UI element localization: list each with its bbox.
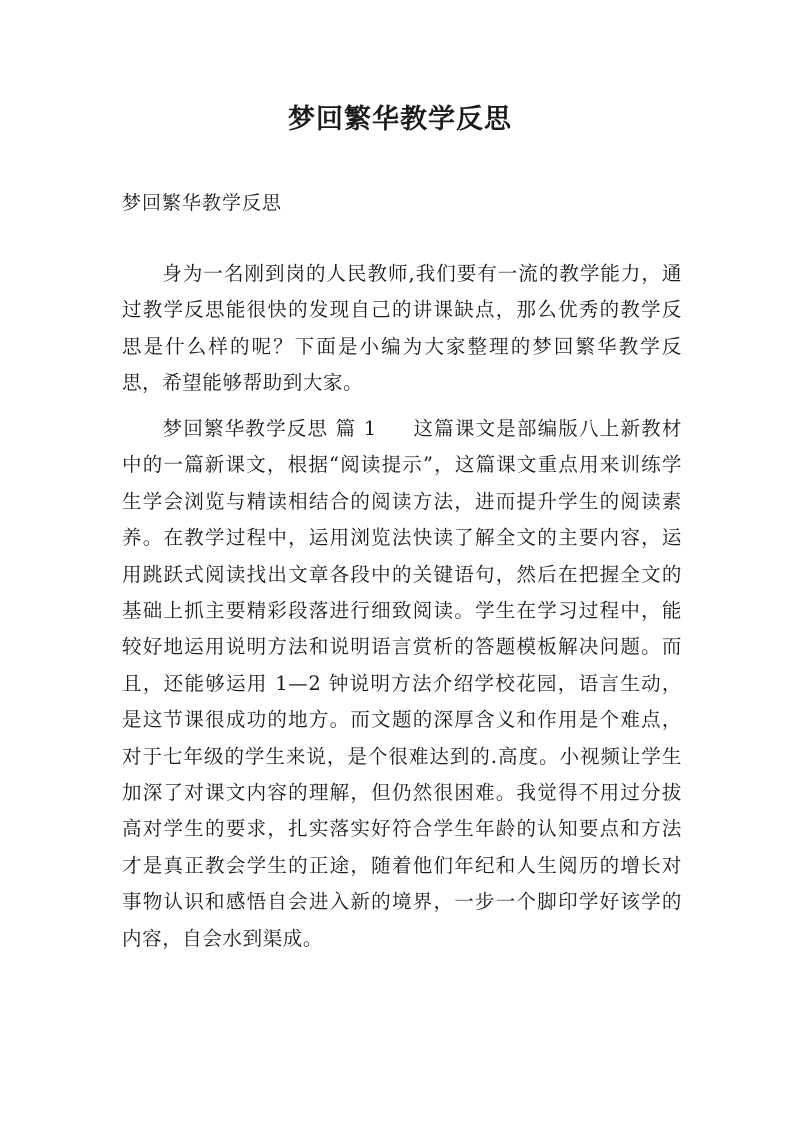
section-paragraph bbox=[122, 411, 682, 957]
document-subtitle: 梦回繁华教学反思 bbox=[122, 192, 283, 214]
section-body: 这篇课文是部编版八上新教材中的一篇新课文，根据“阅读提示”，这篇课文重点用来训练学生学会浏览与精读相结合的阅读方法，进而提升学生的阅读素养。在教学过程中，运用浏览法快读了解全文的主要内容，运用跳跃式阅读找出文章各段中的关键语句，然后在把握全文的基础上抓主要精彩段落进行细致阅读。学生在学习过程中，能较好地运用说明方法和说明语言赏析的答题模板解决问题。而且，还能够运用 1—2 钟说明方法介绍学校花园，语言生动，是这节课很成功的地方。而文题的深厚含义和作用是个难点，对于七年级的学生来说，是个很难达到的.高度。小视频让学生加深了对课文内容的理解，但仍然很困难。我觉得不用过分拔高对学生的要求，扎实落实好符合学生年龄的认知要点和方法才是真正教会学生的正途，随着他们年纪和人生阅历的增长对事物认识和感悟自会进入新的境界，一步一个脚印学好该学的内容，自会水到渠成。 bbox=[122, 417, 682, 950]
document-title: 梦回繁华教学反思 bbox=[288, 104, 512, 135]
section-heading: 梦回繁华教学反思 篇 1 bbox=[162, 417, 377, 440]
intro-paragraph bbox=[122, 256, 682, 402]
intro-text: 身为一名刚到岗的人民教师,我们要有一流的教学能力，通过教学反思能很快的发现自己的讲课缺点，那么优秀的教学反思是什么样的呢？下面是小编为大家整理的梦回繁华教学反思，希望能够帮助到大家。 bbox=[122, 262, 682, 395]
